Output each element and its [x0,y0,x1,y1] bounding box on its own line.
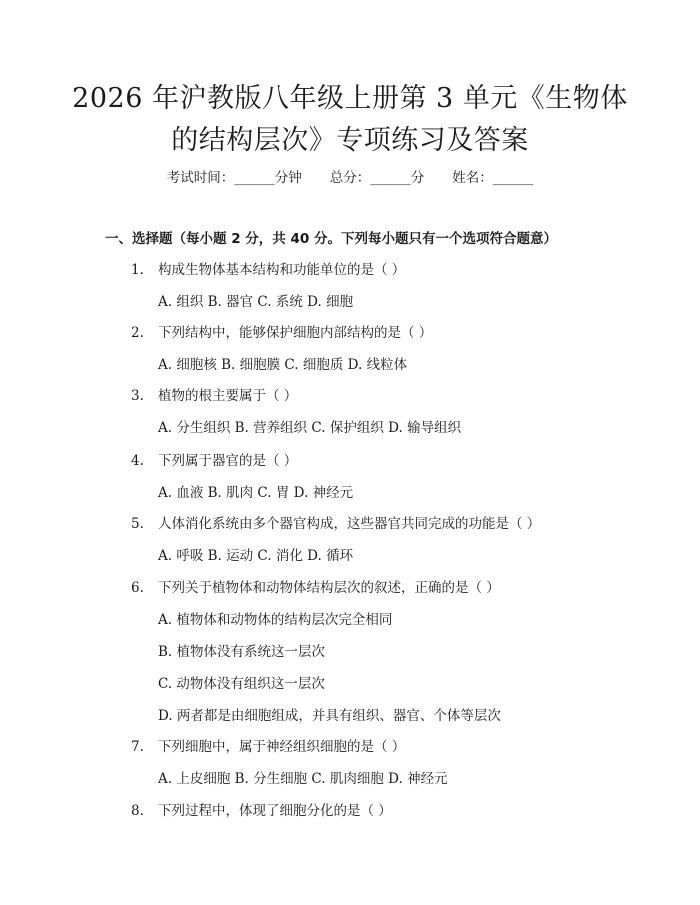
question-number: 5. [131,516,144,532]
question-text: 下列属于器官的是（ ） [158,453,298,469]
question-text: 构成生物体基本结构和功能单位的是（ ） [158,262,406,278]
option-line: A. 分生组织 B. 营养组织 C. 保护组织 D. 输导组织 [158,420,462,436]
student-name-label: 姓名：______ [452,170,534,186]
option-line: A. 组织 B. 器官 C. 系统 D. 细胞 [158,294,354,310]
question-text: 下列结构中，能够保护细胞内部结构的是（ ） [158,325,433,341]
question-number: 3. [131,388,144,404]
title-line-1: 2026 年沪教版八年级上册第 3 单元《生物体 [72,83,628,114]
option-line: A. 植物体和动物体的结构层次完全相同 [158,612,393,628]
question-number: 2. [131,325,144,341]
option-line: A. 血液 B. 肌肉 C. 胃 D. 神经元 [158,485,354,501]
question-text: 下列关于植物体和动物体结构层次的叙述，正确的是（ ） [158,580,500,596]
option-line: B. 植物体没有系统这一层次 [158,644,326,660]
exam-time-label: 考试时间：______分钟 [166,170,302,186]
option-line: A. 呼吸 B. 运动 C. 消化 D. 循环 [158,548,354,564]
option-line: A. 上皮细胞 B. 分生细胞 C. 肌肉细胞 D. 神经元 [158,771,448,787]
question-number: 4. [131,453,144,469]
question-text: 人体消化系统由多个器官构成，这些器官共同完成的功能是（ ） [158,516,541,532]
option-line: A. 细胞核 B. 细胞膜 C. 细胞质 D. 线粒体 [158,357,408,373]
option-line: C. 动物体没有组织这一层次 [158,676,325,692]
question-number: 7. [131,739,144,755]
question-text: 下列细胞中，属于神经组织细胞的是（ ） [158,739,406,755]
document-title [0,78,700,162]
exam-meta [0,168,700,188]
title-line-2: 的结构层次》专项练习及答案 [171,125,529,156]
question-number: 6. [131,580,144,596]
question-text: 下列过程中，体现了细胞分化的是（ ） [158,803,392,819]
question-number: 1. [131,262,144,278]
total-score-label: 总分：______分 [329,170,425,186]
option-line: D. 两者都是由细胞组成，并具有组织、器官、个体等层次 [158,708,501,724]
section-heading: 一、选择题（每小题 2 分，共 40 分。下列每小题只有一个选项符合题意） [105,231,557,247]
question-text: 植物的根主要属于（ ） [158,388,298,404]
question-number: 8. [131,803,144,819]
